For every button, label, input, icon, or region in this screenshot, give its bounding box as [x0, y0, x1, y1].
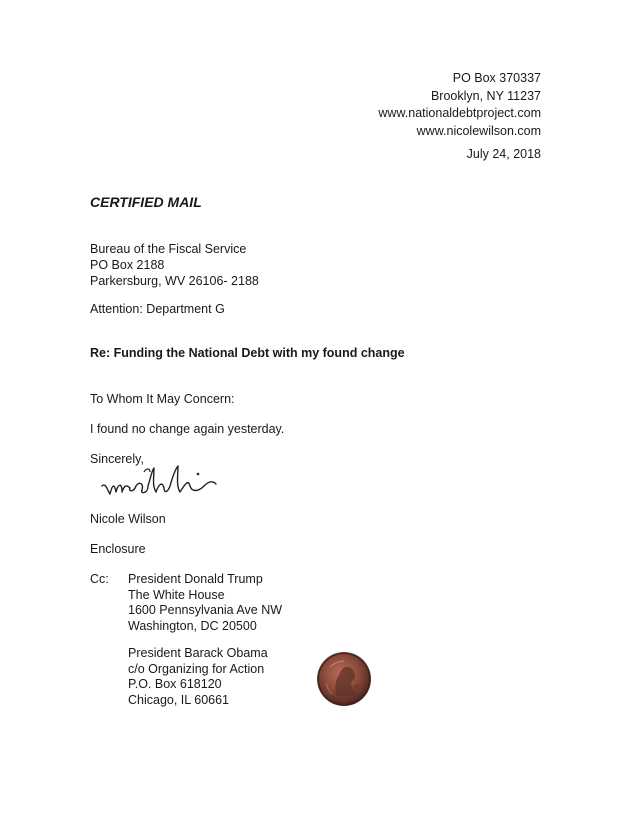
cc-obama-line-1: President Barack Obama: [128, 646, 268, 660]
letter-body: I found no change again yesterday.: [90, 422, 285, 436]
cc-trump-line-3: 1600 Pennsylvania Ave NW: [128, 603, 283, 617]
signer-name: Nicole Wilson: [90, 512, 166, 526]
cc-label: Cc:: [90, 572, 109, 586]
cc-trump-line-1: President Donald Trump: [128, 572, 263, 586]
sender-website-2: www.nicolewilson.com: [416, 123, 541, 138]
sender-po-box: PO Box 370337: [452, 71, 541, 85]
recipient-line-2: PO Box 2188: [90, 258, 165, 272]
subject-line: Re: Funding the National Debt with my found change: [90, 346, 405, 360]
cc-addressee-trump: [128, 572, 282, 634]
recipient-line-3: Parkersburg, WV 26106- 2188: [90, 274, 259, 288]
cc-trump-line-2: The White House: [128, 587, 225, 602]
cc-addressee-obama: [128, 646, 268, 708]
closing: Sincerely,: [90, 452, 144, 466]
cc-obama-line-2: c/o Organizing for Action: [128, 661, 265, 676]
recipient-address: [90, 241, 259, 289]
cc-obama-line-3: P.O. Box 618120: [128, 677, 222, 691]
handwritten-signature: [100, 462, 240, 504]
salutation: To Whom It May Concern:: [90, 392, 235, 406]
sender-website-1: www.nationaldebtproject.com: [378, 106, 541, 120]
certified-mail-heading: CERTIFIED MAIL: [90, 194, 202, 210]
sender-city: Brooklyn, NY 11237: [430, 88, 541, 103]
penny-coin-image: [316, 651, 372, 707]
cc-trump-line-4: Washington, DC 20500: [128, 618, 257, 633]
letter-date: July 24, 2018: [466, 147, 541, 161]
sender-address: [378, 70, 541, 140]
enclosure-note: Enclosure: [90, 542, 146, 556]
cc-obama-line-4: Chicago, IL 60661: [128, 692, 230, 707]
recipient-line-1: Bureau of the Fiscal Service: [90, 242, 247, 256]
attention-line: Attention: Department G: [90, 302, 225, 316]
